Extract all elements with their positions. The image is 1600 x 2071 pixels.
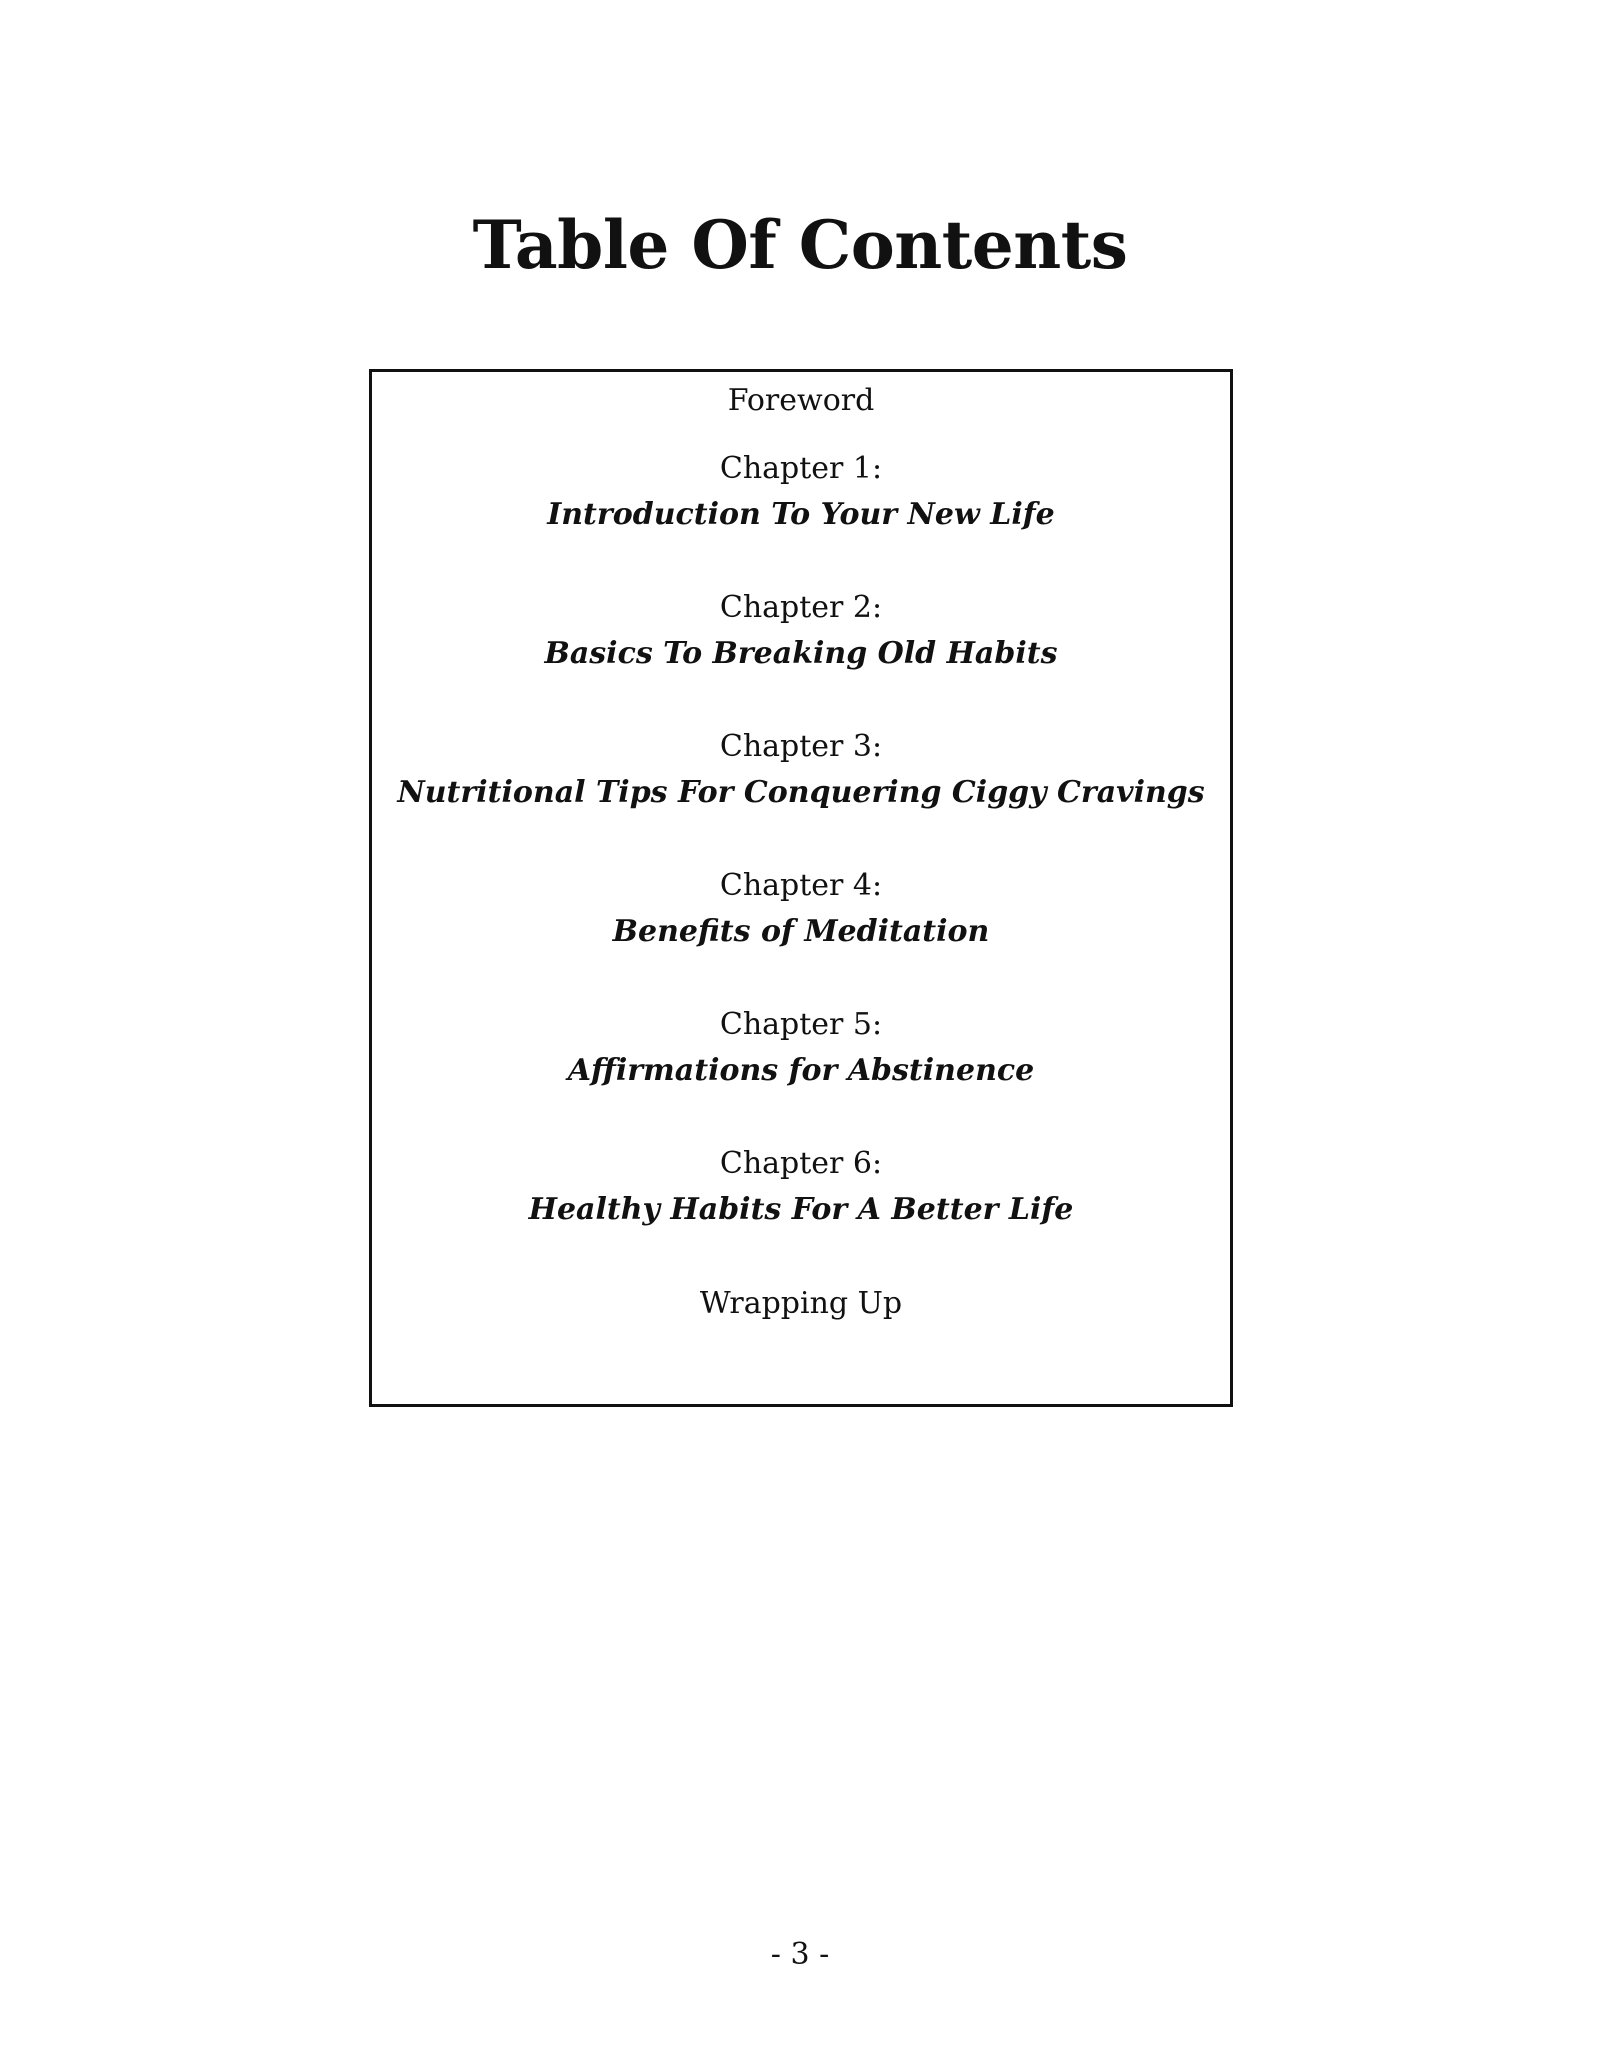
- toc-chapter-3-label: Chapter 3:: [719, 729, 883, 764]
- toc-chapter-1-title: Introduction To Your New Life: [547, 497, 1055, 532]
- toc-chapter-6-label: Chapter 6:: [719, 1146, 883, 1181]
- toc-chapter-6-title: Healthy Habits For A Better Life: [528, 1192, 1074, 1227]
- toc-chapter-5-title: Affirmations for Abstinence: [567, 1053, 1035, 1088]
- toc-foreword: Foreword: [727, 383, 875, 418]
- toc-chapter-4-label: Chapter 4:: [719, 868, 883, 903]
- table-of-contents-box: [369, 369, 1233, 1407]
- toc-chapter-2-label: Chapter 2:: [719, 590, 883, 625]
- toc-wrapping-up: Wrapping Up: [699, 1286, 903, 1321]
- toc-chapter-4-title: Benefits of Meditation: [612, 914, 990, 949]
- toc-chapter-5-label: Chapter 5:: [719, 1007, 883, 1042]
- toc-chapter-1-label: Chapter 1:: [719, 451, 883, 486]
- toc-chapter-2-title: Basics To Breaking Old Habits: [544, 636, 1058, 671]
- toc-chapter-3-title: Nutritional Tips For Conquering Ciggy Cravings: [397, 775, 1205, 810]
- page-title: Table Of Contents: [472, 206, 1128, 284]
- page-number: - 3 -: [770, 1937, 830, 1972]
